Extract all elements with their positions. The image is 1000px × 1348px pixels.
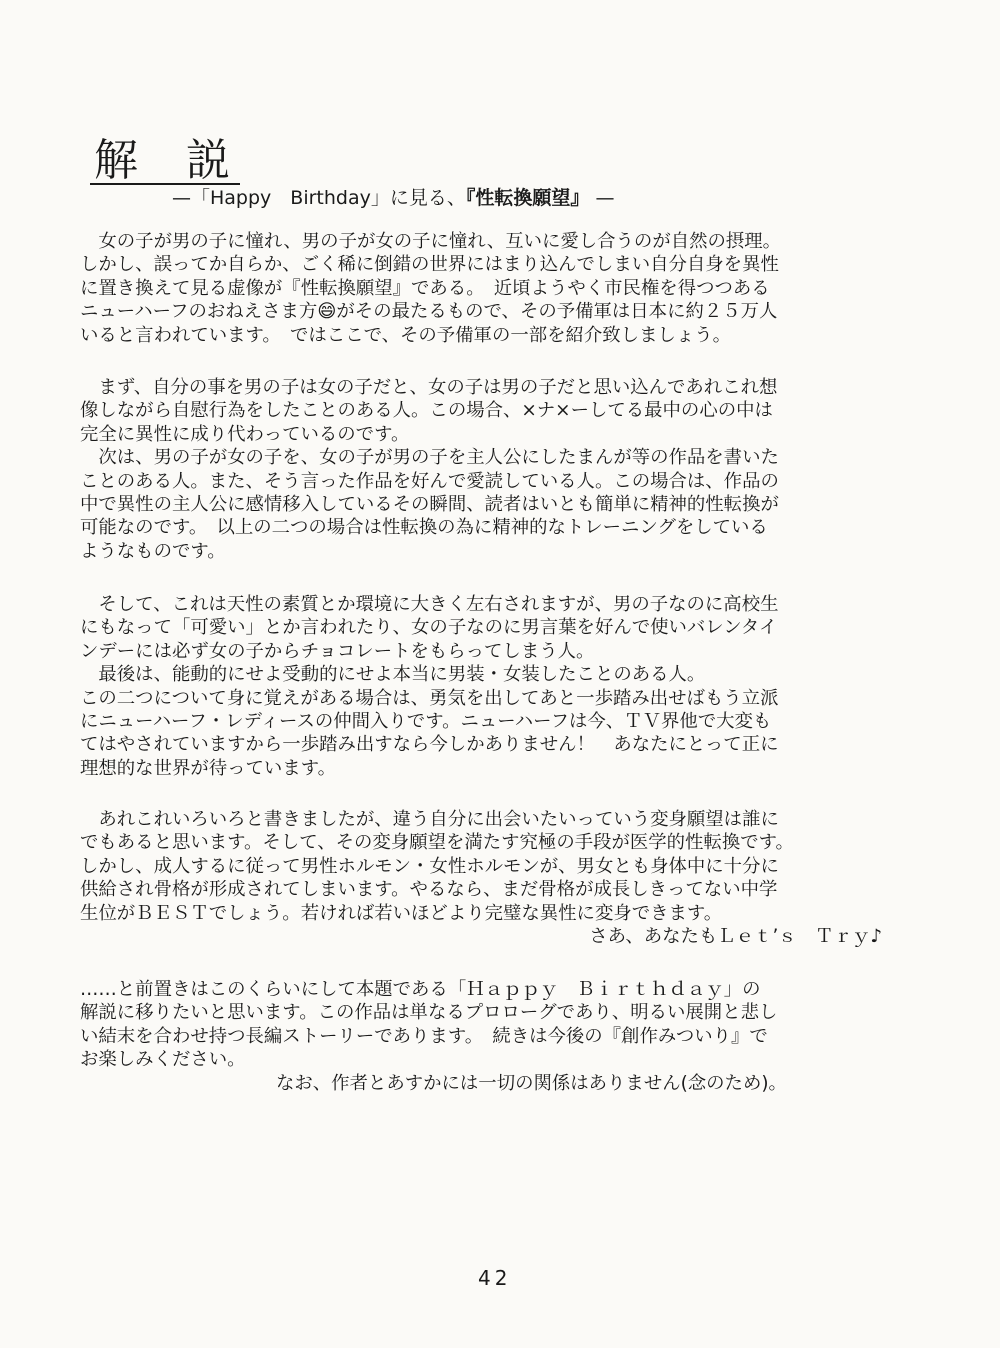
text-line: ンデーには必ず女の子からチョコレートをもらってしまう人。	[80, 640, 595, 662]
text-line: 供給され骨格が形成されてしまいます。やるなら、まだ骨格が成長しきってない中学	[80, 879, 778, 901]
text-line: 女の子が男の子に憧れ、男の子が女の子に憧れ、互いに愛し合うのが自然の摂理。	[80, 231, 782, 252]
paragraph-5	[80, 978, 930, 1095]
text-line: にニューハーフ・レディースの仲間入りです。ニューハーフは今、ＴＶ界他で大変も	[80, 710, 772, 732]
subtitle-prefix: —「Happy Birthday」に見る、	[172, 187, 466, 209]
text-line: お楽しみください。	[80, 1049, 246, 1071]
text-line: 次は、男の子が女の子を、女の子が男の子を主人公にしたまんが等の作品を書いた	[80, 447, 779, 469]
subtitle	[172, 185, 614, 211]
text-line: 理想的な世界が待っています。	[80, 757, 336, 779]
text-line: にもなって「可愛い」とか言われたり、女の子なのに男言葉を好んで使いバレンタイ	[80, 617, 778, 639]
text-line: 完全に異性に成り代わっているのです。	[80, 423, 410, 445]
text-line: ことのある人。また、そう言った作品を好んで愛読している人。この場合は、作品の	[80, 470, 779, 492]
text-line: ……と前置きはこのくらいにして本題である「Ｈａｐｐｙ Ｂｉｒｔｈｄａｙ」の	[80, 979, 761, 1000]
text-line: まず、自分の事を男の子は女の子だと、女の子は男の子だと思い込んであれこれ想	[80, 377, 778, 398]
text-line: ニューハーフのおねえさま方😄がその最たるもので、その予備軍は日本に約２５万人	[80, 301, 778, 323]
text-line: あれこれいろいろと書きましたが、違う自分に出会いたいっていう変身願望は誰に	[80, 809, 779, 830]
paragraph-1	[80, 230, 930, 347]
text-line: 解説に移りたいと思います。この作品は単なるプロローグであり、明るい展開と悲し	[80, 1002, 778, 1024]
text-line: 像しながら自慰行為をしたことのある人。この場合、×ナ×ーしてる最中の心の中は	[80, 400, 773, 422]
closing-line: なお、作者とあすかには一切の関係はありません(念のため)。	[276, 1072, 787, 1094]
page-number: 42	[478, 1266, 512, 1290]
text-line: でもあると思います。そして、その変身願望を満たす究極の手段が医学的性転換です。	[80, 832, 794, 854]
subtitle-suffix: —	[595, 187, 615, 209]
subtitle-emphasis: 『性転換願望』	[465, 187, 590, 209]
text-line: しかし、誤ってか自らか、ごく稀に倒錯の世界にはまり込んでしまい自分自身を異性	[80, 254, 779, 276]
text-line: 可能なのです。 以上の二つの場合は性転換の為に精神的なトレーニングをしている	[80, 517, 768, 539]
text-line: 生位がＢＥＳＴでしょう。若ければ若いほどより完璧な異性に変身できます。	[80, 902, 723, 924]
text-line: い結末を合わせ持つ長編ストーリーであります。 続きは今後の『創作みついり』で	[80, 1025, 768, 1047]
text-line: しかし、成人するに従って男性ホルモン・女性ホルモンが、男女とも身体中に十分に	[80, 855, 779, 877]
closing-line: さあ、あなたもＬｅｔ’ｓ Ｔｒｙ♪	[589, 925, 882, 947]
paragraph-3	[80, 593, 930, 780]
text-line: 中で異性の主人公に感情移入しているその瞬間、読者はいとも簡単に精神的性転換が	[80, 493, 779, 515]
text-line: いると言われています。 ではここで、その予備軍の一部を紹介致しましょう。	[80, 324, 732, 346]
text-line: この二つについて身に覚えがある場合は、勇気を出してあと一歩踏み出せばもう立派	[80, 687, 779, 709]
paragraph-4	[80, 808, 930, 948]
text-line: に置き換えて見る虚像が『性転換願望』である。 近頃ようやく市民権を得つつある	[80, 277, 770, 299]
page-title: 解説	[94, 135, 278, 186]
text-line: ようなものです。	[80, 540, 226, 562]
text-line: てはやされていますから一歩踏み出すなら今しかありません！ あなたにとって正に	[80, 734, 779, 756]
paragraph-2	[80, 376, 930, 563]
text-line: 最後は、能動的にせよ受動的にせよ本当に男装・女装したことのある人。	[80, 664, 706, 686]
text-line: そして、これは天性の素質とか環境に大きく左右されますが、男の子なのに高校生	[80, 594, 779, 615]
